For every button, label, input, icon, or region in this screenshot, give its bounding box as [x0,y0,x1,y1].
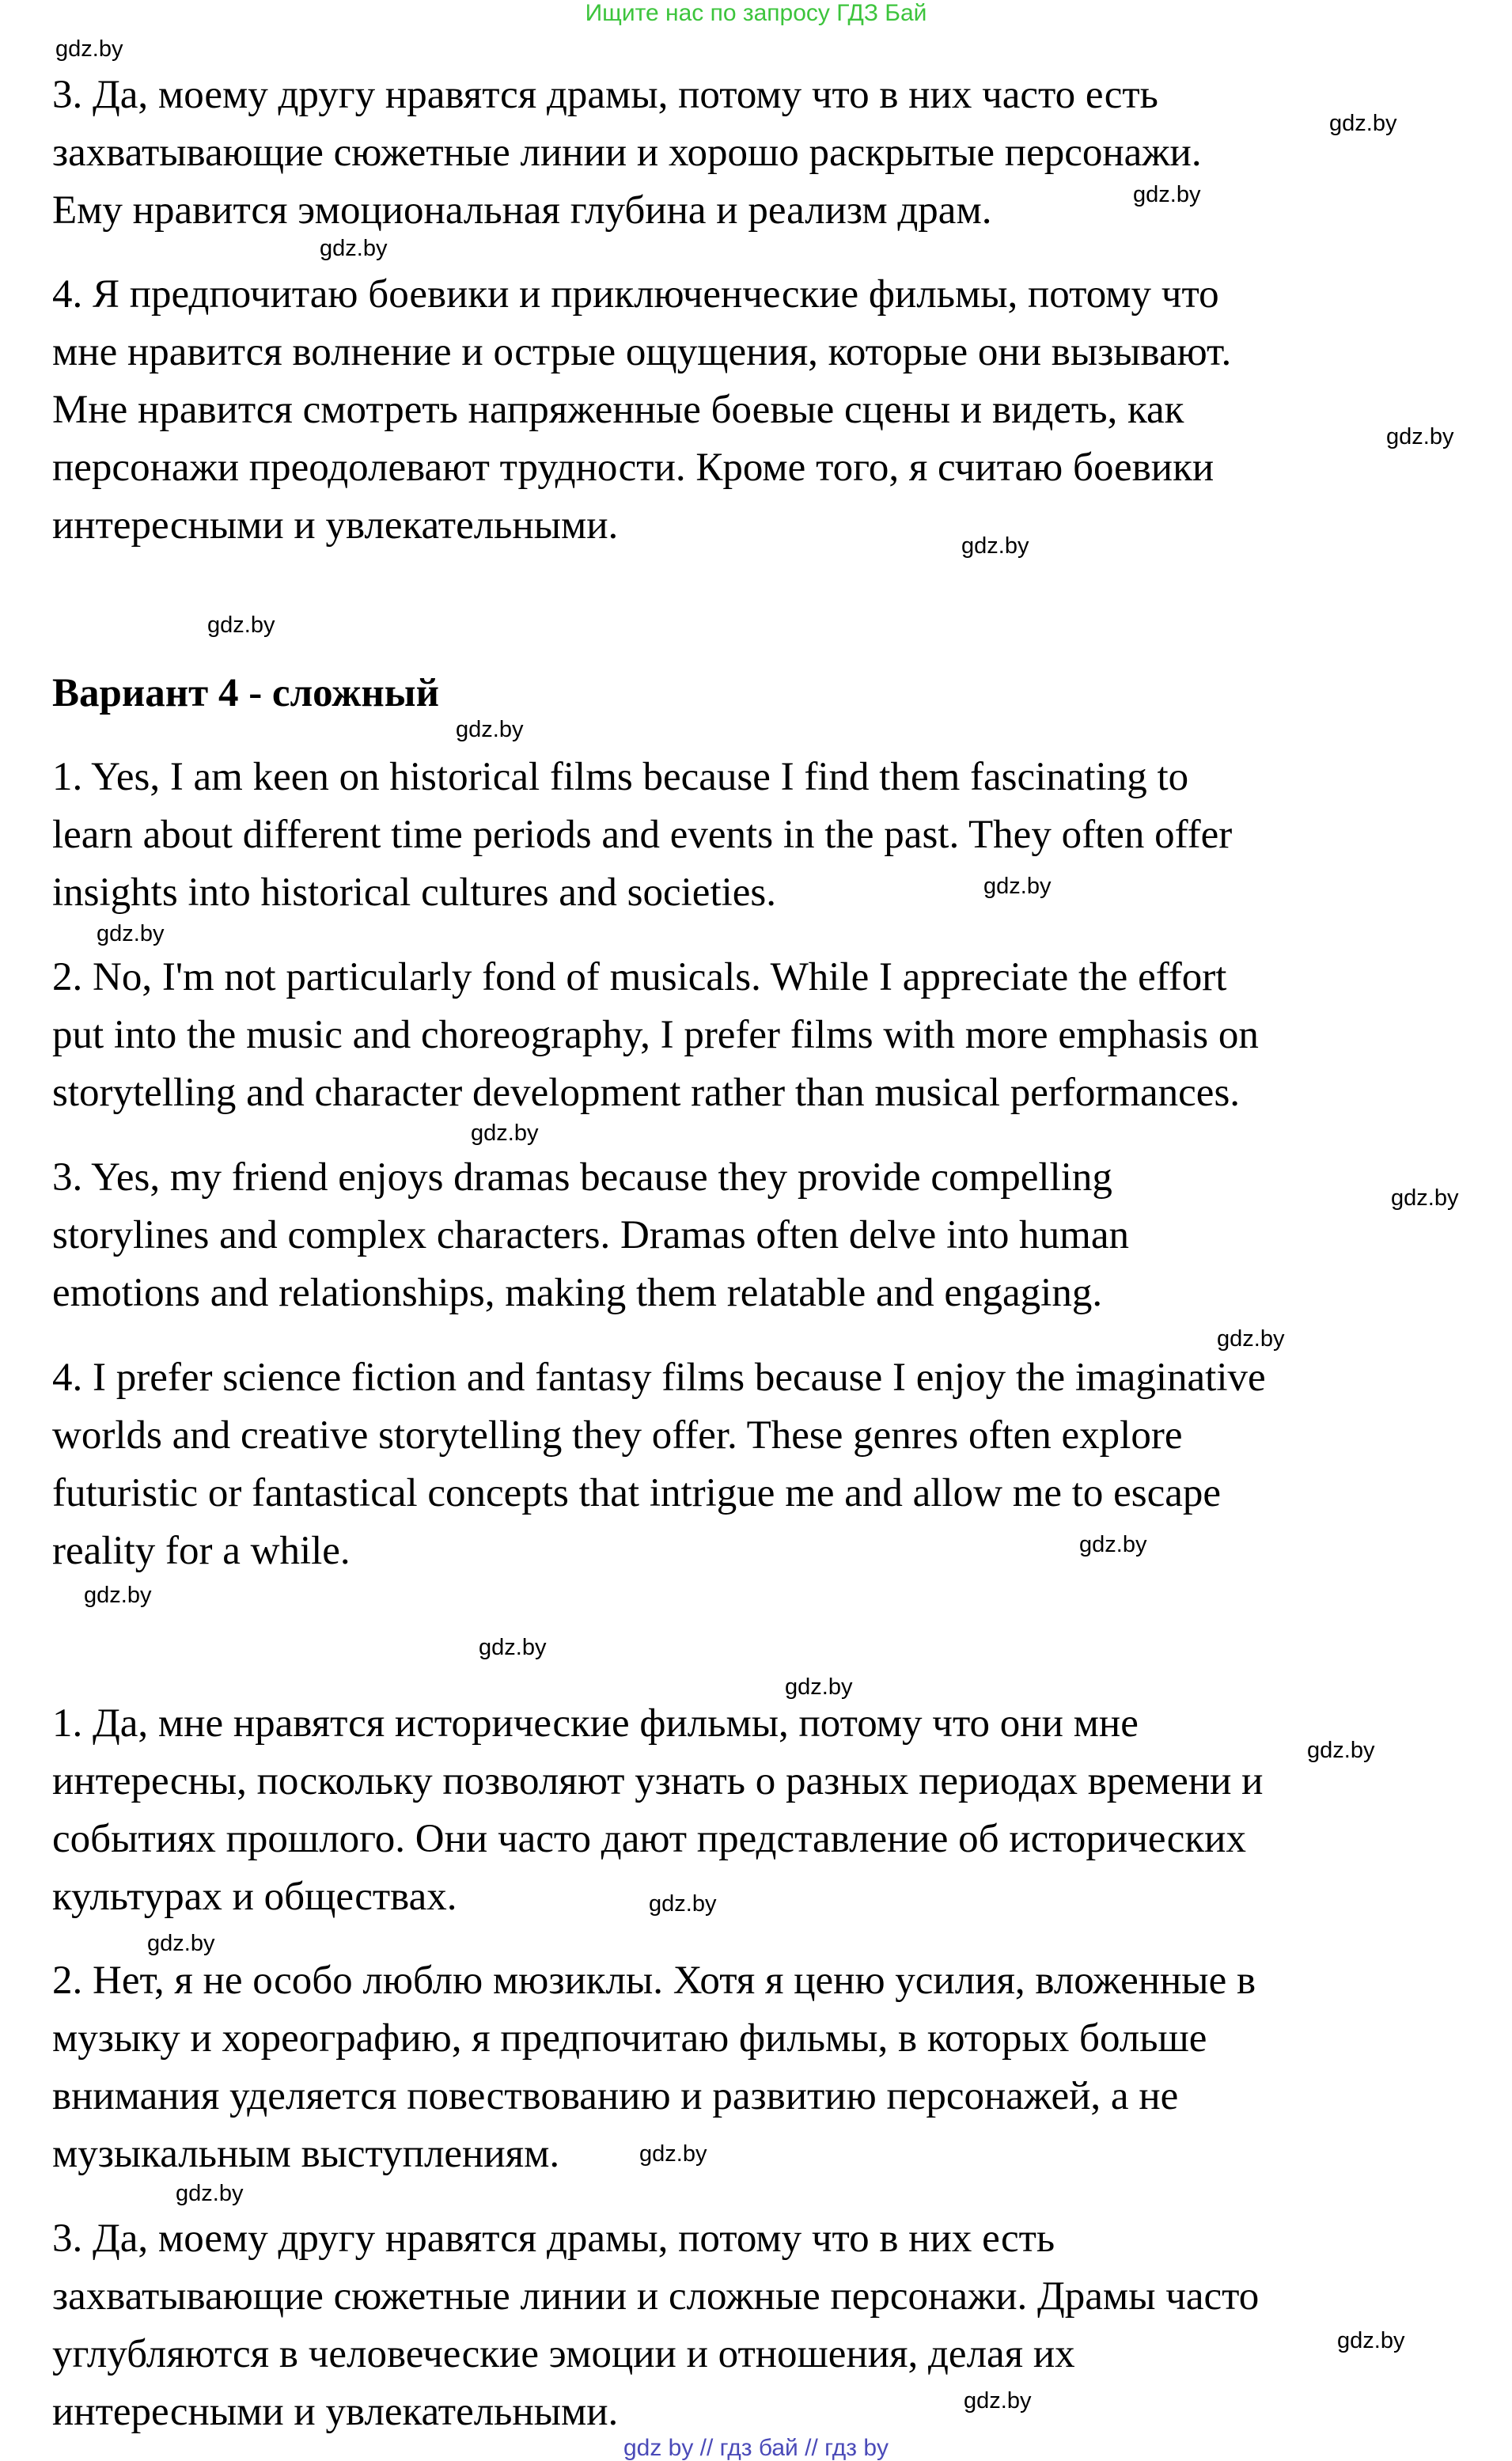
paragraph-ru-action [52,266,1476,555]
text-line: 3. Yes, my friend enjoys dramas because they provide compelling [52,1155,1112,1200]
watermark: gdz.by [479,1635,547,1660]
text-line: интересными и увлекательными. [52,503,619,548]
text-line: музыку и хореографию, я предпочитаю фильмы, в которых больше [52,2016,1207,2061]
text-line: мне нравится волнение и острые ощущения, которые они вызывают. [52,330,1232,374]
watermark: gdz.by [983,874,1052,899]
paragraph-en-historical [52,749,1476,922]
text-line: 3. Да, моему другу нравятся драмы, потому что в них часто есть [52,73,1158,117]
text-line: put into the music and choreography, I prefer films with more emphasis on [52,1013,1259,1057]
watermark: gdz.by [785,1674,853,1700]
text-line: storytelling and character development rather than musical performances. [52,1071,1241,1115]
watermark: gdz.by [1329,111,1397,136]
footer-links[interactable]: gdz by // гдз бай // гдз by [623,2435,889,2461]
text-line: Ему нравится эмоциональная глубина и реализм драм. [52,188,992,233]
watermark: gdz.by [176,2181,244,2206]
watermark: gdz.by [84,1583,152,1608]
text-line: захватывающие сюжетные линии и хорошо раскрытые персонажи. [52,131,1202,175]
text-line: углубляются в человеческие эмоции и отношения, делая их [52,2332,1075,2376]
text-line: 1. Yes, I am keen on historical films because I find them fascinating to [52,755,1189,799]
text-line: futuristic or fantastical concepts that intrigue me and allow me to escape [52,1471,1222,1515]
watermark: gdz.by [471,1121,539,1146]
watermark: gdz.by [147,1931,215,1956]
paragraph-en-dramas [52,1149,1476,1322]
text-line: storylines and complex characters. Dramas often delve into human [52,1213,1129,1257]
watermark: gdz.by [639,2141,707,2167]
watermark: gdz.by [649,1891,717,1917]
paragraph-ru-historical [52,1695,1476,1926]
watermark: gdz.by [1307,1738,1375,1763]
text-line: 4. Я предпочитаю боевики и приключенческие фильмы, потому что [52,272,1219,317]
watermark: gdz.by [1337,2328,1405,2353]
text-line: персонажи преодолевают трудности. Кроме того, я считаю боевики [52,446,1215,490]
text-line: 3. Да, моему другу нравятся драмы, потому что в них есть [52,2216,1055,2261]
watermark: gdz.by [1133,182,1201,207]
watermark: gdz.by [456,717,524,742]
watermark: gdz.by [961,533,1029,559]
text-line: событиях прошлого. Они часто дают представление об исторических [52,1817,1246,1861]
text-line: культурах и обществах. [52,1875,457,1919]
watermark: gdz.by [1079,1532,1147,1557]
section-heading: Вариант 4 - сложный [52,671,439,715]
text-line: Мне нравится смотреть напряженные боевые сцены и видеть, как [52,388,1184,432]
search-banner[interactable]: Ищите нас по запросу ГДЗ Бай [585,0,927,26]
watermark: gdz.by [55,36,123,62]
text-line: внимания уделяется повествованию и развитию персонажей, а не [52,2074,1179,2118]
watermark: gdz.by [97,921,165,946]
paragraph-ru-musicals [52,1952,1476,2183]
paragraph-en-musicals [52,949,1476,1122]
text-line: 2. No, I'm not particularly fond of musicals. While I appreciate the effort [52,955,1227,999]
watermark: gdz.by [1217,1326,1285,1352]
paragraph-en-scifi [52,1349,1476,1580]
text-line: reality for a while. [52,1529,351,1573]
text-line: 4. I prefer science fiction and fantasy films because I enjoy the imaginative [52,1356,1266,1400]
watermark: gdz.by [1386,424,1454,449]
paragraph-ru-dramas [52,2210,1476,2441]
text-line: insights into historical cultures and societies. [52,870,777,915]
text-line: интересны, поскольку позволяют узнать о разных периодах времени и [52,1759,1264,1803]
watermark: gdz.by [964,2388,1032,2414]
text-line: захватывающие сюжетные линии и сложные персонажи. Драмы часто [52,2274,1260,2319]
text-line: музыкальным выступлениям. [52,2132,560,2176]
watermark: gdz.by [320,236,388,261]
text-line: интересными и увлекательными. [52,2390,619,2434]
text-line: worlds and creative storytelling they offer. These genres often explore [52,1413,1183,1458]
text-line: emotions and relationships, making them relatable and engaging. [52,1271,1103,1315]
text-line: 2. Нет, я не особо люблю мюзиклы. Хотя я ценю усилия, вложенные в [52,1959,1256,2003]
text-line: learn about different time periods and events in the past. They often offer [52,813,1233,857]
watermark: gdz.by [207,612,275,638]
paragraph-ru-drama [52,66,1476,240]
text-line: 1. Да, мне нравятся исторические фильмы, потому что они мне [52,1701,1139,1746]
watermark: gdz.by [1391,1185,1459,1211]
